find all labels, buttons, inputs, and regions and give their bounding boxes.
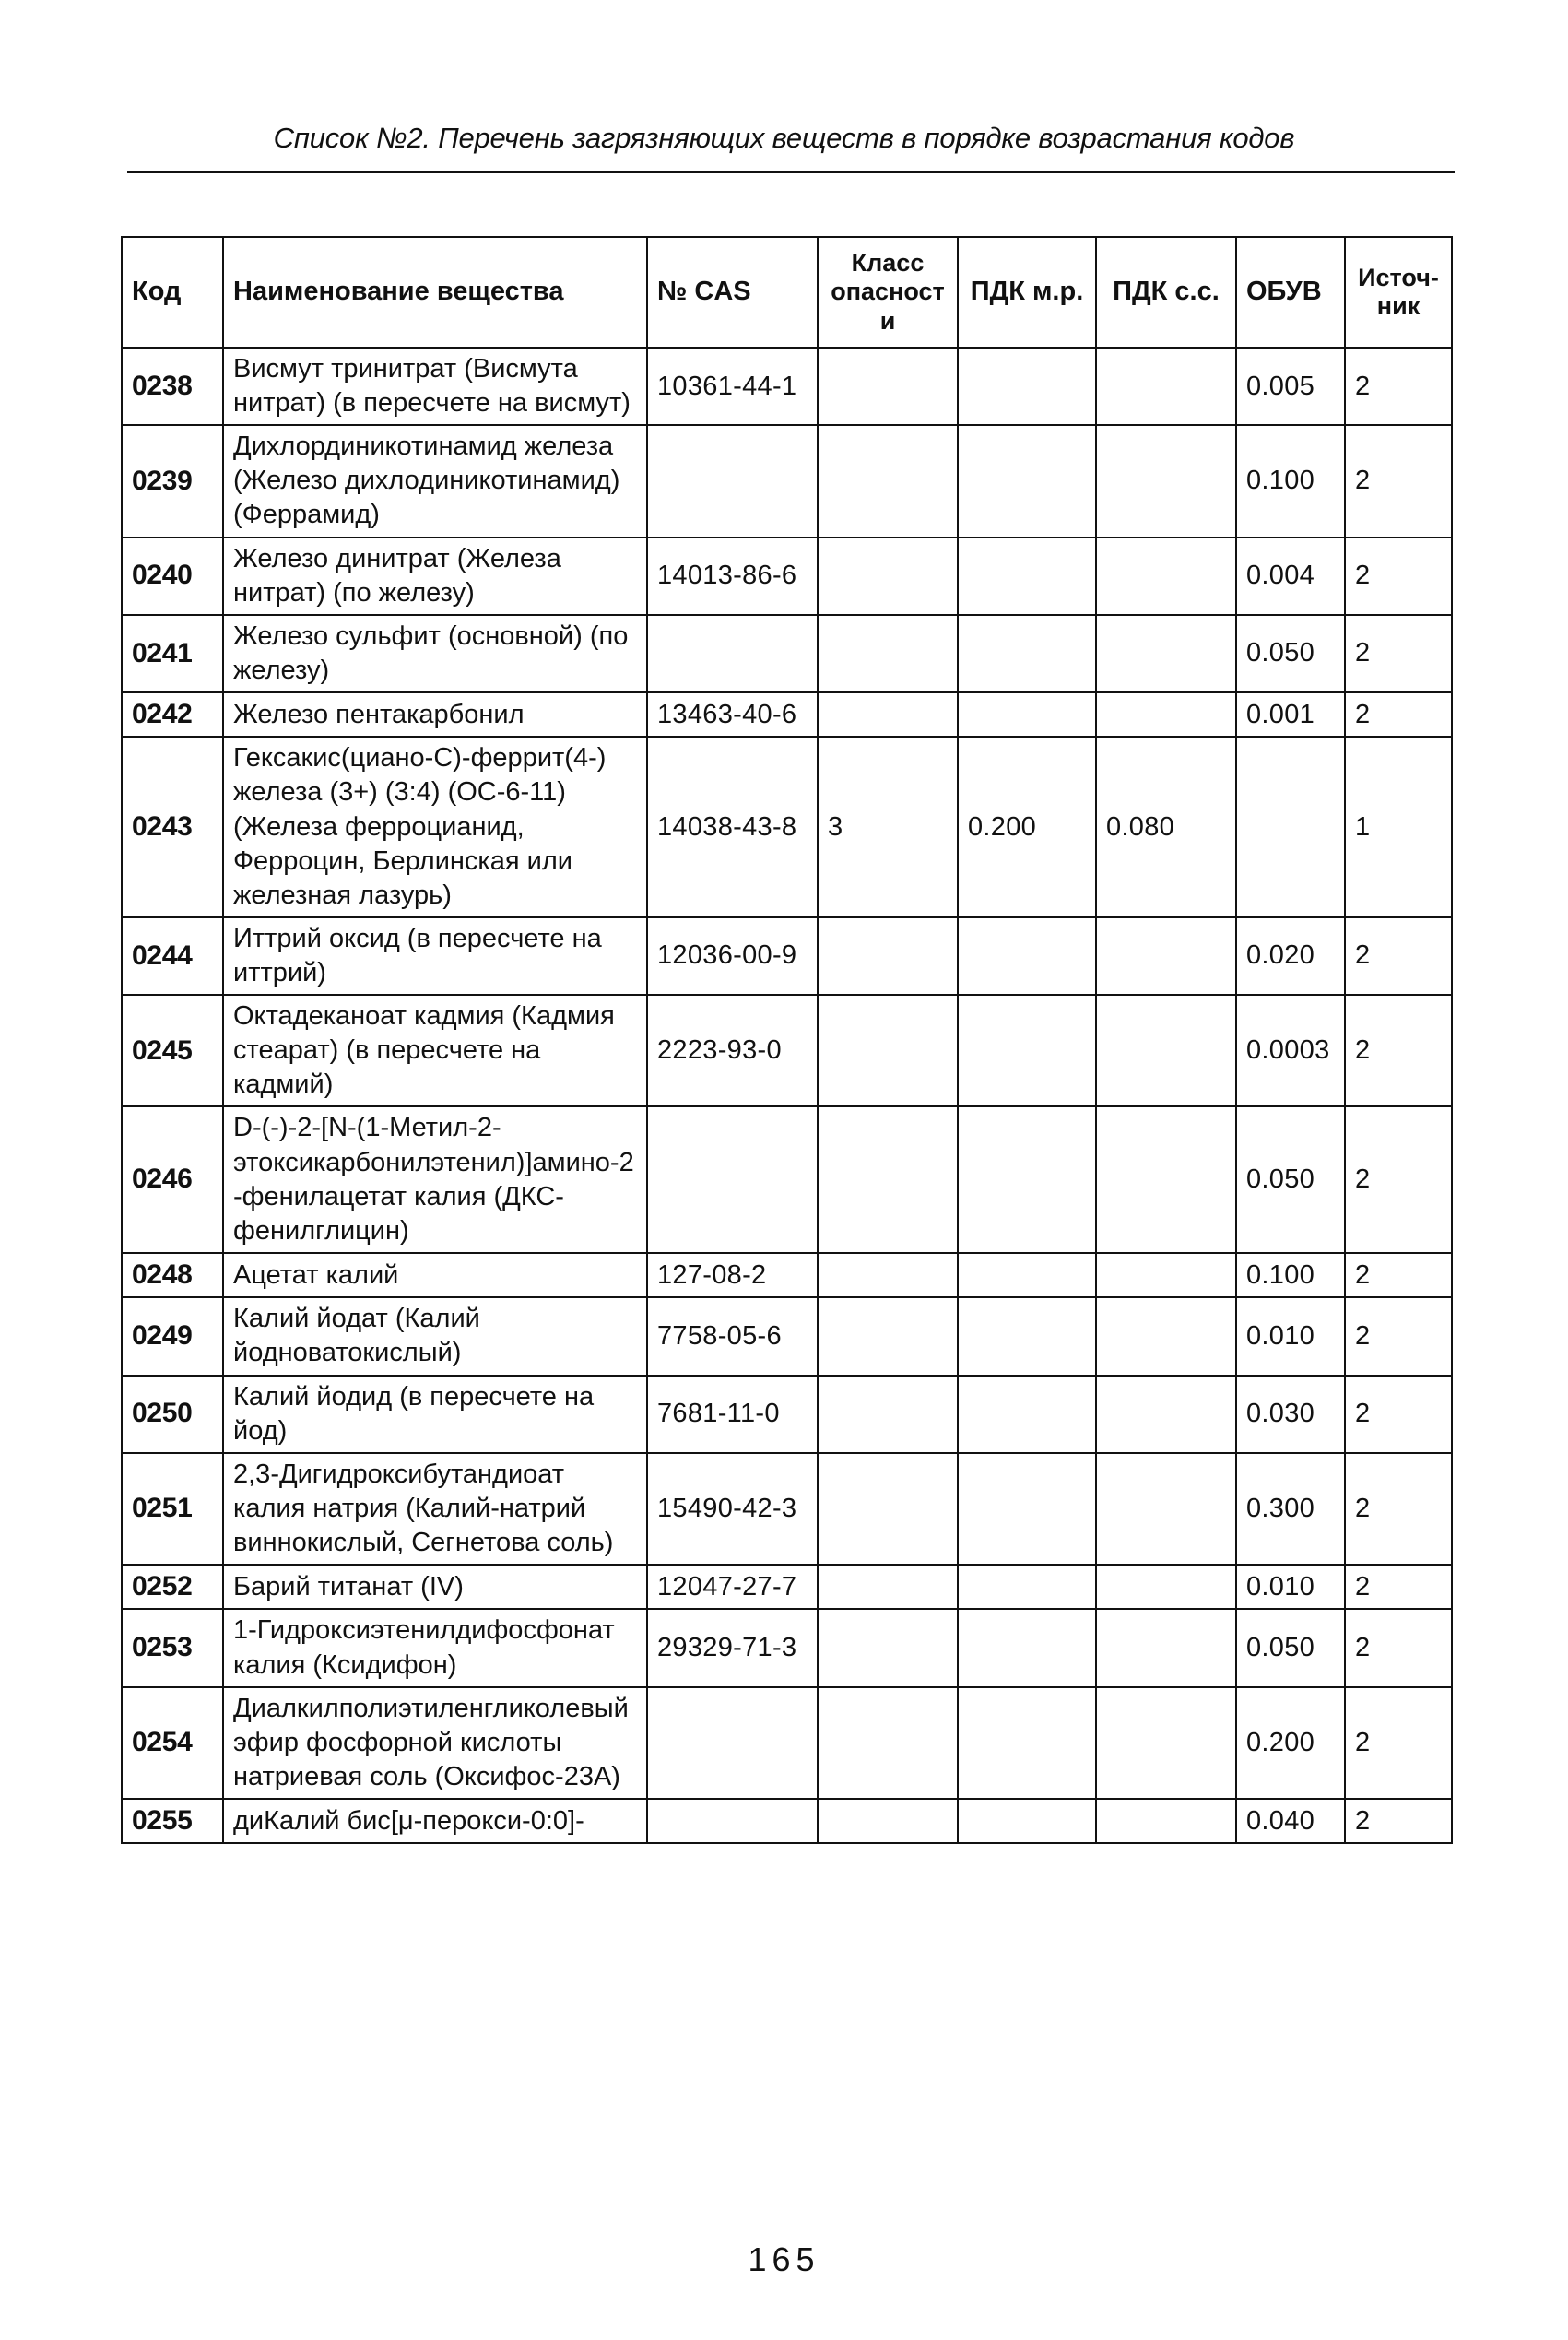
cell-code: 0251 [122, 1453, 223, 1565]
column-header-hazard-class: Класс опасности [818, 237, 958, 348]
cell-pdk-ss [1096, 692, 1236, 737]
cell-name: Железо динитрат (Железа нитрат) (по железу) [223, 538, 647, 615]
cell-hazard-class [818, 615, 958, 692]
cell-hazard-class [818, 538, 958, 615]
table-row [122, 737, 1452, 917]
column-header-obuv: ОБУВ [1236, 237, 1345, 348]
cell-code: 0248 [122, 1253, 223, 1297]
pollutants-table [121, 236, 1453, 1844]
cell-cas: 7681-11-0 [647, 1376, 818, 1453]
cell-obuv: 0.010 [1236, 1297, 1345, 1375]
cell-pdk-ss [1096, 1106, 1236, 1252]
cell-pdk-ss [1096, 1565, 1236, 1609]
cell-hazard-class [818, 1609, 958, 1686]
cell-cas: 2223-93-0 [647, 995, 818, 1106]
cell-name: Висмут тринитрат (Висмута нитрат) (в пересчете на висмут) [223, 348, 647, 425]
table-row [122, 1253, 1452, 1297]
cell-obuv: 0.300 [1236, 1453, 1345, 1565]
cell-cas: 7758-05-6 [647, 1297, 818, 1375]
cell-pdk-ss [1096, 1453, 1236, 1565]
cell-name: Барий титанат (IV) [223, 1565, 647, 1609]
cell-name: Калий йодат (Калий йодноватокислый) [223, 1297, 647, 1375]
cell-pdk-ss [1096, 917, 1236, 995]
cell-cas: 15490-42-3 [647, 1453, 818, 1565]
cell-pdk-mr [958, 1376, 1096, 1453]
cell-pdk-mr [958, 995, 1096, 1106]
cell-pdk-ss [1096, 1799, 1236, 1843]
cell-pdk-mr [958, 1609, 1096, 1686]
table-row [122, 1799, 1452, 1843]
cell-source: 2 [1345, 1609, 1452, 1686]
cell-obuv: 0.100 [1236, 425, 1345, 537]
cell-pdk-mr [958, 1297, 1096, 1375]
cell-pdk-mr [958, 1799, 1096, 1843]
cell-pdk-ss [1096, 1253, 1236, 1297]
cell-code: 0238 [122, 348, 223, 425]
cell-pdk-mr: 0.200 [958, 737, 1096, 917]
table-row [122, 995, 1452, 1106]
cell-name: Октадеканоат кадмия (Кадмия стеарат) (в пересчете на кадмий) [223, 995, 647, 1106]
cell-pdk-mr [958, 1565, 1096, 1609]
cell-hazard-class [818, 1297, 958, 1375]
cell-cas: 10361-44-1 [647, 348, 818, 425]
cell-pdk-mr [958, 1687, 1096, 1799]
cell-pdk-mr [958, 615, 1096, 692]
cell-source: 2 [1345, 1565, 1452, 1609]
table-row [122, 615, 1452, 692]
cell-pdk-mr [958, 538, 1096, 615]
cell-cas: 14038-43-8 [647, 737, 818, 917]
title-divider [127, 171, 1455, 173]
cell-name: 2,3-Дигидроксибутандиоат калия натрия (Калий-натрий виннокислый, Сегнетова соль) [223, 1453, 647, 1565]
cell-code: 0250 [122, 1376, 223, 1453]
cell-obuv: 0.030 [1236, 1376, 1345, 1453]
column-header-code: Код [122, 237, 223, 348]
cell-pdk-ss [1096, 425, 1236, 537]
cell-cas: 12036-00-9 [647, 917, 818, 995]
cell-name: Ацетат калий [223, 1253, 647, 1297]
cell-hazard-class [818, 995, 958, 1106]
table-row [122, 425, 1452, 537]
cell-cas [647, 1799, 818, 1843]
cell-obuv: 0.050 [1236, 615, 1345, 692]
column-header-pdk-mr: ПДК м.р. [958, 237, 1096, 348]
cell-code: 0242 [122, 692, 223, 737]
cell-code: 0241 [122, 615, 223, 692]
cell-name: Гексакис(циано-C)-феррит(4-) железа (3+) (3:4) (ОС-6-11) (Железа ферроцианид, Ферроцин, Берлинская или железная лазурь) [223, 737, 647, 917]
cell-name: D-(-)-2-[N-(1-Метил-2-этоксикарбонилэтенил)]амино-2-фенилацетат калия (ДКС-фенилглицин) [223, 1106, 647, 1252]
column-header-name: Наименование вещества [223, 237, 647, 348]
cell-pdk-ss [1096, 1609, 1236, 1686]
cell-cas: 14013-86-6 [647, 538, 818, 615]
cell-pdk-ss [1096, 615, 1236, 692]
cell-name: 1-Гидроксиэтенилдифосфонат калия (Ксидифон) [223, 1609, 647, 1686]
cell-source: 2 [1345, 1376, 1452, 1453]
cell-obuv: 0.040 [1236, 1799, 1345, 1843]
cell-hazard-class [818, 692, 958, 737]
cell-source: 2 [1345, 692, 1452, 737]
cell-code: 0239 [122, 425, 223, 537]
cell-hazard-class [818, 1106, 958, 1252]
cell-cas [647, 1106, 818, 1252]
cell-source: 2 [1345, 917, 1452, 995]
table-row [122, 1687, 1452, 1799]
cell-hazard-class [818, 1565, 958, 1609]
cell-obuv: 0.0003 [1236, 995, 1345, 1106]
cell-cas [647, 615, 818, 692]
cell-obuv: 0.050 [1236, 1106, 1345, 1252]
cell-code: 0240 [122, 538, 223, 615]
table-row [122, 1609, 1452, 1686]
cell-source: 1 [1345, 737, 1452, 917]
cell-hazard-class [818, 1253, 958, 1297]
cell-pdk-ss [1096, 1687, 1236, 1799]
cell-cas: 127-08-2 [647, 1253, 818, 1297]
table-row [122, 1565, 1452, 1609]
table-header-row [122, 237, 1452, 348]
cell-name: диКалий бис[μ-перокси-0:0]- [223, 1799, 647, 1843]
cell-code: 0255 [122, 1799, 223, 1843]
cell-hazard-class [818, 348, 958, 425]
cell-source: 2 [1345, 1453, 1452, 1565]
cell-source: 2 [1345, 1253, 1452, 1297]
column-header-pdk-ss: ПДК с.с. [1096, 237, 1236, 348]
table-row [122, 538, 1452, 615]
cell-hazard-class [818, 1453, 958, 1565]
cell-pdk-ss [1096, 1376, 1236, 1453]
cell-source: 2 [1345, 425, 1452, 537]
cell-source: 2 [1345, 538, 1452, 615]
cell-source: 2 [1345, 1687, 1452, 1799]
table-row [122, 917, 1452, 995]
cell-cas: 12047-27-7 [647, 1565, 818, 1609]
cell-pdk-ss [1096, 1297, 1236, 1375]
column-header-cas: № CAS [647, 237, 818, 348]
cell-obuv [1236, 737, 1345, 917]
cell-hazard-class: 3 [818, 737, 958, 917]
cell-pdk-ss [1096, 538, 1236, 615]
cell-pdk-mr [958, 917, 1096, 995]
page-number: 165 [748, 2240, 820, 2278]
cell-pdk-mr [958, 1453, 1096, 1565]
cell-source: 2 [1345, 995, 1452, 1106]
table-row [122, 1106, 1452, 1252]
cell-pdk-mr [958, 348, 1096, 425]
cell-code: 0254 [122, 1687, 223, 1799]
cell-pdk-mr [958, 692, 1096, 737]
cell-name: Дихлординикотинамид железа (Железо дихлодиникотинамид) (Феррамид) [223, 425, 647, 537]
cell-hazard-class [818, 917, 958, 995]
cell-name: Иттрий оксид (в пересчете на иттрий) [223, 917, 647, 995]
cell-pdk-mr [958, 425, 1096, 537]
column-header-source: Источ-ник [1345, 237, 1452, 348]
cell-hazard-class [818, 1376, 958, 1453]
cell-obuv: 0.050 [1236, 1609, 1345, 1686]
cell-cas [647, 425, 818, 537]
cell-cas: 29329-71-3 [647, 1609, 818, 1686]
cell-pdk-ss [1096, 995, 1236, 1106]
cell-hazard-class [818, 1687, 958, 1799]
cell-cas: 13463-40-6 [647, 692, 818, 737]
cell-hazard-class [818, 425, 958, 537]
cell-source: 2 [1345, 1799, 1452, 1843]
page-title: Список №2. Перечень загрязняющих веществ в порядке возрастания кодов [273, 122, 1295, 154]
cell-obuv: 0.005 [1236, 348, 1345, 425]
cell-name: Калий йодид (в пересчете на йод) [223, 1376, 647, 1453]
cell-obuv: 0.020 [1236, 917, 1345, 995]
cell-pdk-mr [958, 1253, 1096, 1297]
cell-obuv: 0.004 [1236, 538, 1345, 615]
cell-source: 2 [1345, 1297, 1452, 1375]
cell-obuv: 0.010 [1236, 1565, 1345, 1609]
cell-source: 2 [1345, 1106, 1452, 1252]
table-body [122, 348, 1452, 1843]
cell-pdk-mr [958, 1106, 1096, 1252]
cell-code: 0245 [122, 995, 223, 1106]
cell-obuv: 0.100 [1236, 1253, 1345, 1297]
table-row [122, 1297, 1452, 1375]
cell-source: 2 [1345, 348, 1452, 425]
cell-pdk-ss [1096, 348, 1236, 425]
table-row [122, 348, 1452, 425]
cell-code: 0243 [122, 737, 223, 917]
cell-code: 0244 [122, 917, 223, 995]
cell-pdk-ss: 0.080 [1096, 737, 1236, 917]
table-row [122, 1376, 1452, 1453]
table-row [122, 1453, 1452, 1565]
cell-code: 0249 [122, 1297, 223, 1375]
cell-cas [647, 1687, 818, 1799]
cell-hazard-class [818, 1799, 958, 1843]
cell-obuv: 0.001 [1236, 692, 1345, 737]
cell-code: 0246 [122, 1106, 223, 1252]
cell-name: Железо пентакарбонил [223, 692, 647, 737]
cell-obuv: 0.200 [1236, 1687, 1345, 1799]
table-row [122, 692, 1452, 737]
cell-code: 0253 [122, 1609, 223, 1686]
cell-code: 0252 [122, 1565, 223, 1609]
cell-name: Диалкилполиэтиленгликолевый эфир фосфорной кислоты натриевая соль (Оксифос-23А) [223, 1687, 647, 1799]
cell-name: Железо сульфит (основной) (по железу) [223, 615, 647, 692]
cell-source: 2 [1345, 615, 1452, 692]
